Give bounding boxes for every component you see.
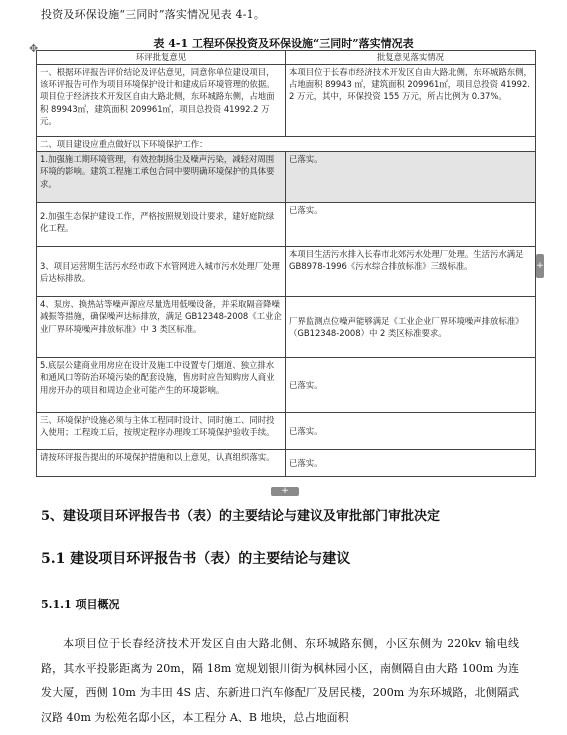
implementation-cell: 已落实。 <box>286 358 536 413</box>
implementation-cell: 已落实。 <box>286 152 536 203</box>
table-row <box>37 247 536 297</box>
table-header-cell: 环评批复意见 <box>37 51 286 65</box>
move-icon[interactable]: ✥ <box>29 42 39 55</box>
section-5-1-heading: 5.1 建设项目环评报告书（表）的主要结论与建议 <box>41 551 351 567</box>
project-overview-paragraph: 本项目位于长春经济技术开发区自由大路北侧、东环城路东侧，小区东侧为 220kv 输电线路，其水平投影距离为 20m，隔 18m 宽规划银川街为枫林园小区，南侧隔自由大路 100m 为连发大厦，西侧 10m 为丰田 4S 店、东新进口汽车修配厂及居民楼，200m 为东环城路，北侧隔武汉路 40m 为松苑名邸小区，本工程分 A、B 地块，总占地面积 <box>41 637 519 724</box>
table-row <box>37 137 536 152</box>
implementation-cell: 本项目生活污水排入长春市北郊污水处理厂处理。生活污水满足 GB8978-1996《污水综合排放标准》三级标准。 <box>286 247 536 297</box>
implementation-cell: 本项目位于长春市经济技术开发区自由大路北侧，东环城路东侧，占地面积 89943 ㎡，建筑面积 209961㎡，项目总投资 41992.2 万元，其中，环保投资 155 万元，所占比例为 0.37%。 <box>286 65 536 137</box>
table-row <box>37 358 536 413</box>
table-row <box>37 297 536 358</box>
expand-right-icon[interactable]: + <box>536 254 544 278</box>
section-5-heading: 5、建设项目环评报告书（表）的主要结论与建议及审批部门审批决定 <box>41 509 441 524</box>
table-header-cell: 批复意见落实情况 <box>286 51 536 65</box>
approval-opinion-cell: 5.底层公建商业用房应在设计及施工中设置专门烟道、独立排水和通风口等防治环境污染的配套设施，售房时应告知购房人商业用房开办的项目和周边企业可能产生的环境影响。 <box>37 358 286 413</box>
approval-opinion-cell: 1.加强施工期环境管理，有效控制扬尘及噪声污染，减轻对周围环境的影响。建筑工程施工承包合同中要明确环境保护的具体要求。 <box>37 152 286 203</box>
section-5-1-1-heading: 5.1.1 项目概况 <box>41 598 120 611</box>
table-row <box>37 152 536 203</box>
implementation-cell: 已落实。 <box>286 203 536 247</box>
table-row <box>37 450 536 477</box>
intro-line: 投资及环保设施“三同时”落实情况见表 4-1。 <box>41 8 266 21</box>
table-row <box>37 65 536 137</box>
table-header-row <box>37 51 536 65</box>
implementation-cell: 厂界监测点位噪声能够满足《工业企业厂界环境噪声排放标准》（GB12348-2008）中 2 类区标准要求。 <box>286 297 536 358</box>
env-protection-table <box>36 50 536 477</box>
approval-opinion-cell: 2.加强生态保护建设工作，严格按照规划设计要求，建好庭院绿化工程。 <box>37 203 286 247</box>
approval-opinion-cell: 一、根据环评报告评价结论及评估意见，同意你单位建设项目，该环评报告可作为项目环境保护设计和建成后环境管理的依据。项目位于经济技术开发区自由大路北侧，东环城路东侧，占地面积 89943㎡，建筑面积 209961㎡，项目总投资 41992.2 万元。 <box>37 65 286 137</box>
approval-opinion-cell: 请按环评报告提出的环境保护措施和以上意见，认真组织落实。 <box>37 450 286 477</box>
implementation-cell: 已落实。 <box>286 413 536 450</box>
table-row <box>37 203 536 247</box>
implementation-cell: 已落实。 <box>286 450 536 477</box>
section-row-cell: 二、项目建设应重点做好以下环境保护工作： <box>37 137 536 152</box>
approval-opinion-cell: 3、项目运营期生活污水经市政下水管网进入城市污水处理厂处理后达标排放。 <box>37 247 286 297</box>
approval-opinion-cell: 三、环境保护设施必须与主体工程同时设计、同时施工、同时投入使用；工程竣工后，按规定程序办理竣工环境保护验收手续。 <box>37 413 286 450</box>
approval-opinion-cell: 4、泵房、换热站等噪声源应尽量选用低噪设备，并采取隔音降噪减振等措施，确保噪声达标排放，满足 GB12348-2008《工业企业厂界环境噪声排放标准》中 3 类区标准。 <box>37 297 286 358</box>
table-row <box>37 413 536 450</box>
table-caption: 表 4-1 工程环保投资及环保设施“三同时”落实情况表 <box>153 37 414 50</box>
expand-down-icon[interactable]: + <box>271 487 299 496</box>
